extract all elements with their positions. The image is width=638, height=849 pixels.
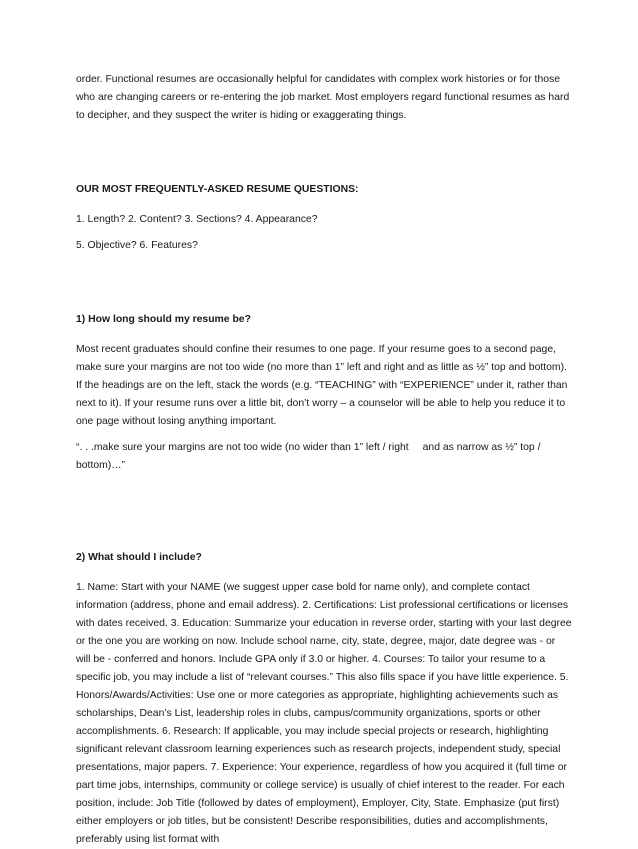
document-body <box>76 71 572 849</box>
quote-part-1: “. . .make sure your margins are not too wide (no wider than 1” left / right <box>76 442 409 453</box>
quote-part-2: and as narrow as ½” top / bottom)…” <box>76 442 541 471</box>
question-1-heading: 1) How long should my resume be? <box>76 314 251 325</box>
question-2-answer: 1. Name: Start with your NAME (we suggest upper case bold for name only), and complete contact information (address, phone and email address). 2. Certifications: List professional certifications or licenses with dates received. 3. Education: Summarize your education in reverse order, starting with your last degree or the one you are working on now. Include school name, city, state, degree, major, date degree was - or will be - conferred and honors. Include GPA only if 3.0 or higher. 4. Courses: To tailor your resume to a specific job, you may include a list of “relevant courses.” This also fills space if you have little experience. 5. Honors/Awards/Activities: Use one or more categories as appropriate, highlighting achievements such as scholarships, Dean’s List, leadership roles in clubs, campus/community organizations, sports or other accomplishments. 6. Research: If applicable, you may include special projects or research, highlighting significant relevant classroom learning experiences such as research projects, independent study, special presentations, major papers. 7. Experience: Your experience, regardless of how you acquired it (full time or part time jobs, internships, community or college service) is usually of chief interest to the reader. For each position, include: Job Title (followed by dates of employment), Employer, City, State. Emphasize (put first) either employers or job titles, but be consistent! Describe responsibilities, duties and accomplishments, preferably using list format with <box>76 582 572 845</box>
faq-list-line-2: 5. Objective? 6. Features? <box>76 240 198 251</box>
intro-paragraph: order. Functional resumes are occasionally helpful for candidates with complex work histories or for those who are changing careers or re-entering the job market. Most employers regard functional resumes as hard to decipher, and they suspect the writer is hiding or exaggerating things. <box>76 74 570 121</box>
question-1-answer: Most recent graduates should confine their resumes to one page. If your resume goes to a second page, make sure your margins are not too wide (no more than 1” left and right and as little as ½” top and bottom). If the headings are on the left, stack the words (e.g. “TEACHING” with “EXPERIENCE” under it, rather than next to it). If your resume runs over a little bit, don’t worry – a counselor will be able to help you reduce it to one page without losing anything important. <box>76 344 568 427</box>
faq-list-line-1: 1. Length? 2. Content? 3. Sections? 4. Appearance? <box>76 214 318 225</box>
question-2-heading: 2) What should I include? <box>76 552 202 563</box>
faq-heading: OUR MOST FREQUENTLY-ASKED RESUME QUESTIONS: <box>76 184 359 195</box>
question-1-quote <box>76 439 572 475</box>
